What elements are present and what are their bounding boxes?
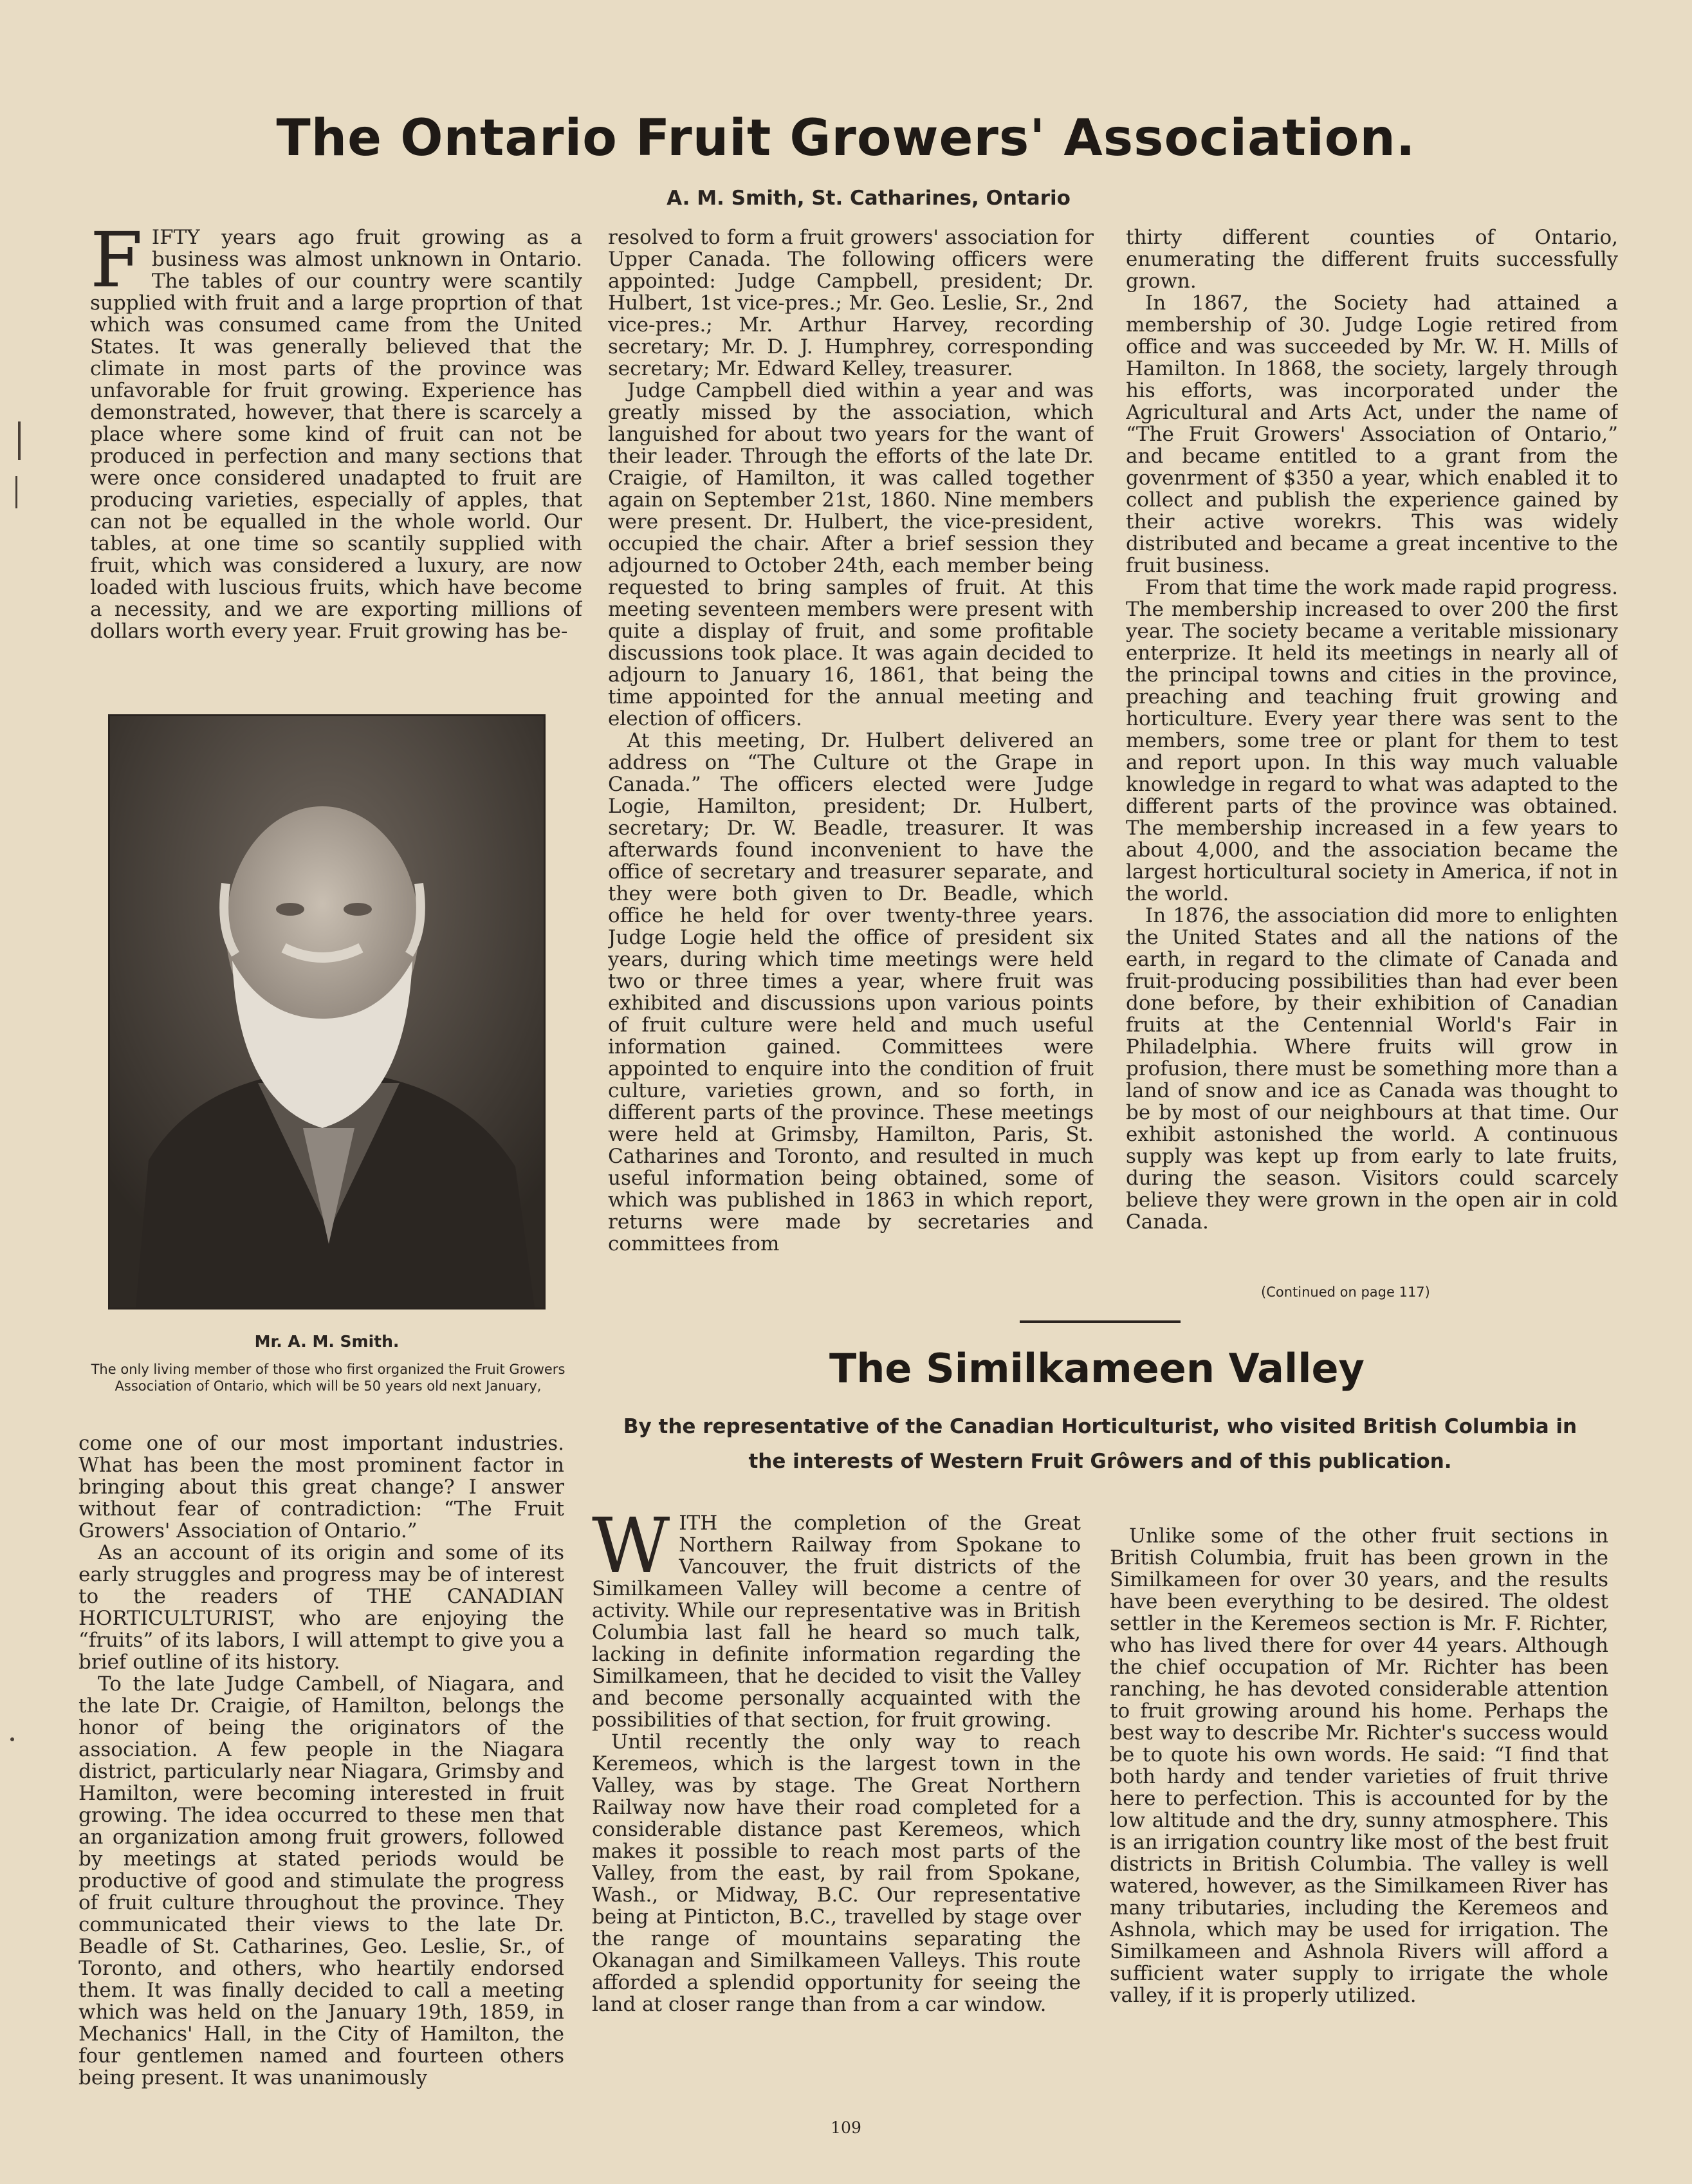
article2-col2 xyxy=(1110,1525,1608,2104)
paragraph: At this meeting, Dr. Hulbert delivered an address on “The Culture ot the Grape in Canada.” The officers elected were Judge Logie, Hamilton, president; Dr. Hulbert, secretary; Dr. W. Beadle, treasurer. It was afterwards found inconvenient to have the office of secretary and treasurer separate, and they were both given to Dr. Beadle, which office he held for over twenty-three years. Judge Logie held the office of president six years, during which time meetings were held two or three times a year, where fruit was exhibited and discussions upon various points of fruit culture were held and much useful information gained. Committees were appointed to enquire into the condition of fruit culture, varieties grown, and so forth, in different parts of the province. These meetings were held at Grimsby, Hamilton, Paris, St. Catharines and Toronto, and resulted in much useful information being obtained, some of which was published in 1863 in which report, returns were made by secretaries and committees from xyxy=(608,729,1094,1255)
page-number: 109 xyxy=(831,2118,861,2137)
portrait-photo xyxy=(108,714,546,1309)
paragraph: thirty different counties of Ontario, enumerating the different fruits successfully grown. xyxy=(1126,227,1618,293)
margin-mark xyxy=(15,476,17,508)
paragraph: In 1867, the Society had attained a membership of 30. Judge Logie retired from office and was succeeded by Mr. W. H. Mills of Hamilton. In 1868, the society, largely through his efforts, was incorporated under the Agricultural and Arts Act, under the name of “The Fruit Growers' Association of Ontario,” and became entitled to a grant from the govenrment of $350 a year, which enabled it to collect and publish the experience gained by their active worekrs. This was widely distributed and became a great incentive to the fruit business. xyxy=(1126,292,1618,577)
article2-subtitle: By the representative of the Canadian Horticulturist, who visited British Columbia in the interests of Western Fruit Grôwers and of this publication. xyxy=(623,1415,1577,1473)
article1-intro-paragraph xyxy=(90,227,582,642)
article2-title: The Similkameen Valley xyxy=(829,1345,1365,1392)
photo-caption-text: The only living member of those who first organized the Fruit Growers Association of Ontario, which will be 50 years old next January, xyxy=(91,1362,566,1394)
article1-col1-bottom xyxy=(78,1432,564,2105)
paragraph: From that time the work made rapid progress. The membership increased to over 200 the first year. The society became a veritable missionary enterprize. It held its meetings in nearly all of the principal towns and cities in the province, preaching and teaching fruit growing and horticulture. Every year there was sent to the members, some tree or plant for them to test and report upon. In this way much valuable knowledge in regard to what was adapted to the different parts of the province was obtained. The membership increased in a few years to about 4,000, and the association became the largest horticultural society in America, if not in the world. xyxy=(1126,576,1618,905)
paragraph: Unlike some of the other fruit sections in British Columbia, fruit has been grown in the Similkameen for over 30 years, and the results have been everything to be desired. The oldest settler in the Keremeos section is Mr. F. Richter, who has lived there for over 44 years. Although the chief occupation of Mr. Richter has been ranching, he has devoted considerable attention to fruit growing around his home. Perhaps the best way to describe Mr. Richter's success would be to quote his own words. He said: “I find that both hardy and tender varieties of fruit thrive here to perfection. This is accounted for by the low altitude and the dry, sunny atmosphere. This is an irrigation country like most of the best fruit districts in British Columbia. The valley is well watered, however, as the Similkameen River has many tributaries, including the Keremeos and Ashnola, which may be used for irrigation. The Similkameen and Ashnola Rivers will afford a sufficient water supply to irrigate the whole valley, if it is properly utilized. xyxy=(1110,1525,1608,2007)
article-byline: A. M. Smith, St. Catharines, Ontario xyxy=(667,187,1071,210)
section-divider xyxy=(1020,1320,1181,1323)
article1-col1-top xyxy=(90,227,582,696)
article1-col2 xyxy=(608,227,1094,1301)
paragraph: To the late Judge Cambell, of Niagara, and the late Dr. Craigie, of Hamilton, belongs the honor of being the originators of the association. A few people in the Niagara district, particularly near Niagara, Grimsby and Hamilton, were becoming interested in fruit growing. The idea occurred to these men that an organization among fruit growers, followed by meetings at stated periods would be productive of good and stimulate the progress of fruit culture throughout the province. They communicated their views to the late Dr. Beadle of St. Catharines, Geo. Leslie, Sr., of Toronto, and others, who heartily endorsed them. It was finally decided to call a meeting which was held on the January 19th, 1859, in Mechanics' Hall, in the City of Hamilton, the four gentlemen named and fourteen others being present. It was unanimously xyxy=(78,1672,564,2089)
continued-note: (Continued on page 117) xyxy=(1261,1284,1430,1300)
article1-intro-text: IFTY years ago fruit growing as a business was almost unknown in Ontario. The tables of our country were scantily supplied with fruit and a large proprtion of that which was consumed came from the United States. It was generally believed that the climate in most parts of the province was unfavorable for fruit growing. Experience has demonstrated, however, that there is scarcely a place where some kind of fruit can not be produced in perfection and many sections that were once considered unadapted to fruit are producing varieties, especially of apples, that can not be equalled in the whole world. Our tables, at one time so scantily supplied with fruit, which was considered a luxury, are now loaded with luscious fruits, which have become a necessity, and we are exporting millions of dollars worth every year. Fruit growing has be- xyxy=(90,227,582,643)
portrait-illustration xyxy=(110,716,544,1308)
paragraph: In 1876, the association did more to enlighten the United States and all the nations of the earth, in regard to the climate of Canada and fruit-producing possibilities than had ever been done before, by their exhibition of Canadian fruits at the Centennial World's Fair in Philadelphia. Where fruits will grow in profusion, there must be something more than a land of snow and ice as Canada was thought to be by most of our neighbours at that time. Our exhibit astonished the world. A continuous supply was kept up from early to late fruits, during the season. Visitors could scarcely believe they were grown in the open air in cold Canada. xyxy=(1126,904,1618,1234)
margin-mark xyxy=(18,421,21,460)
article1-col3 xyxy=(1126,227,1618,1282)
paragraph: As an account of its origin and some of its early struggles and progress may be of interest to the readers of THE CANADIAN HORTICULTURIST, who are enjoying the “fruits” of its labors, I will attempt to give you a brief outline of its history. xyxy=(78,1541,564,1674)
article2-col1 xyxy=(592,1512,1081,2104)
article2-intro-text: ITH the completion of the Great Northern Railway from Spokane to Vancouver, the fruit districts of the Similkameen Valley will become a centre of activity. While our representative was in British Columbia last fall he heard so much talk, lacking in definite information regarding the Similkameen, that he decided to visit the Valley and become personally acquainted with the possibilities of that section, for fruit growing. xyxy=(592,1512,1081,1732)
margin-mark xyxy=(10,1737,14,1741)
paragraph: come one of our most important industries. What has been the most prominent factor in bringing about this great change? I answer without fear of contradiction: “The Fruit Growers' Association of Ontario.” xyxy=(78,1432,564,1542)
article-title: The Ontario Fruit Growers' Association. xyxy=(276,109,1416,167)
photo-caption-name: Mr. A. M. Smith. xyxy=(254,1332,400,1351)
drop-cap: W xyxy=(592,1512,670,1590)
paragraph: resolved to form a fruit growers' association for Upper Canada. The following officers were appointed: Judge Campbell, president; Dr. Hulbert, 1st vice-pres.; Mr. Geo. Leslie, Sr., 2nd vice-pres.; Mr. Arthur Harvey, recording secretary; Mr. D. J. Humphrey, corresponding secretary; Mr. Edward Kelley, treasurer. xyxy=(608,227,1094,380)
paragraph: Until recently the only way to reach Keremeos, which is the largest town in the Valley, was by stage. The Great Northern Railway now have their road completed for a considerable distance past Keremeos, which makes it possible to reach most parts of the Valley, from the east, by rail from Spokane, Wash., or Midway, B.C. Our representative being at Pinticton, B.C., travelled by stage over the range of mountains separating the Okanagan and Similkameen Valleys. This route afforded a splendid opportunity for seeing the land at closer range than from a car window. xyxy=(592,1730,1081,2016)
paragraph: Judge Campbell died within a year and was greatly missed by the association, which languished for about two years for the want of their leader. Through the efforts of the late Dr. Craigie, of Hamilton, it was called together again on September 21st, 1860. Nine members were present. Dr. Hulbert, the vice-president, occupied the chair. After a brief session they adjourned to October 24th, each member being requested to bring samples of fruit. At this meeting seventeen members were present with quite a display of fruit, and some profitable discussions took place. It was again decided to adjourn to January 16, 1861, that being the time appointed for the annual meeting and election of officers. xyxy=(608,379,1094,730)
article2-intro-paragraph xyxy=(592,1512,1081,1731)
drop-cap: F xyxy=(90,227,143,304)
